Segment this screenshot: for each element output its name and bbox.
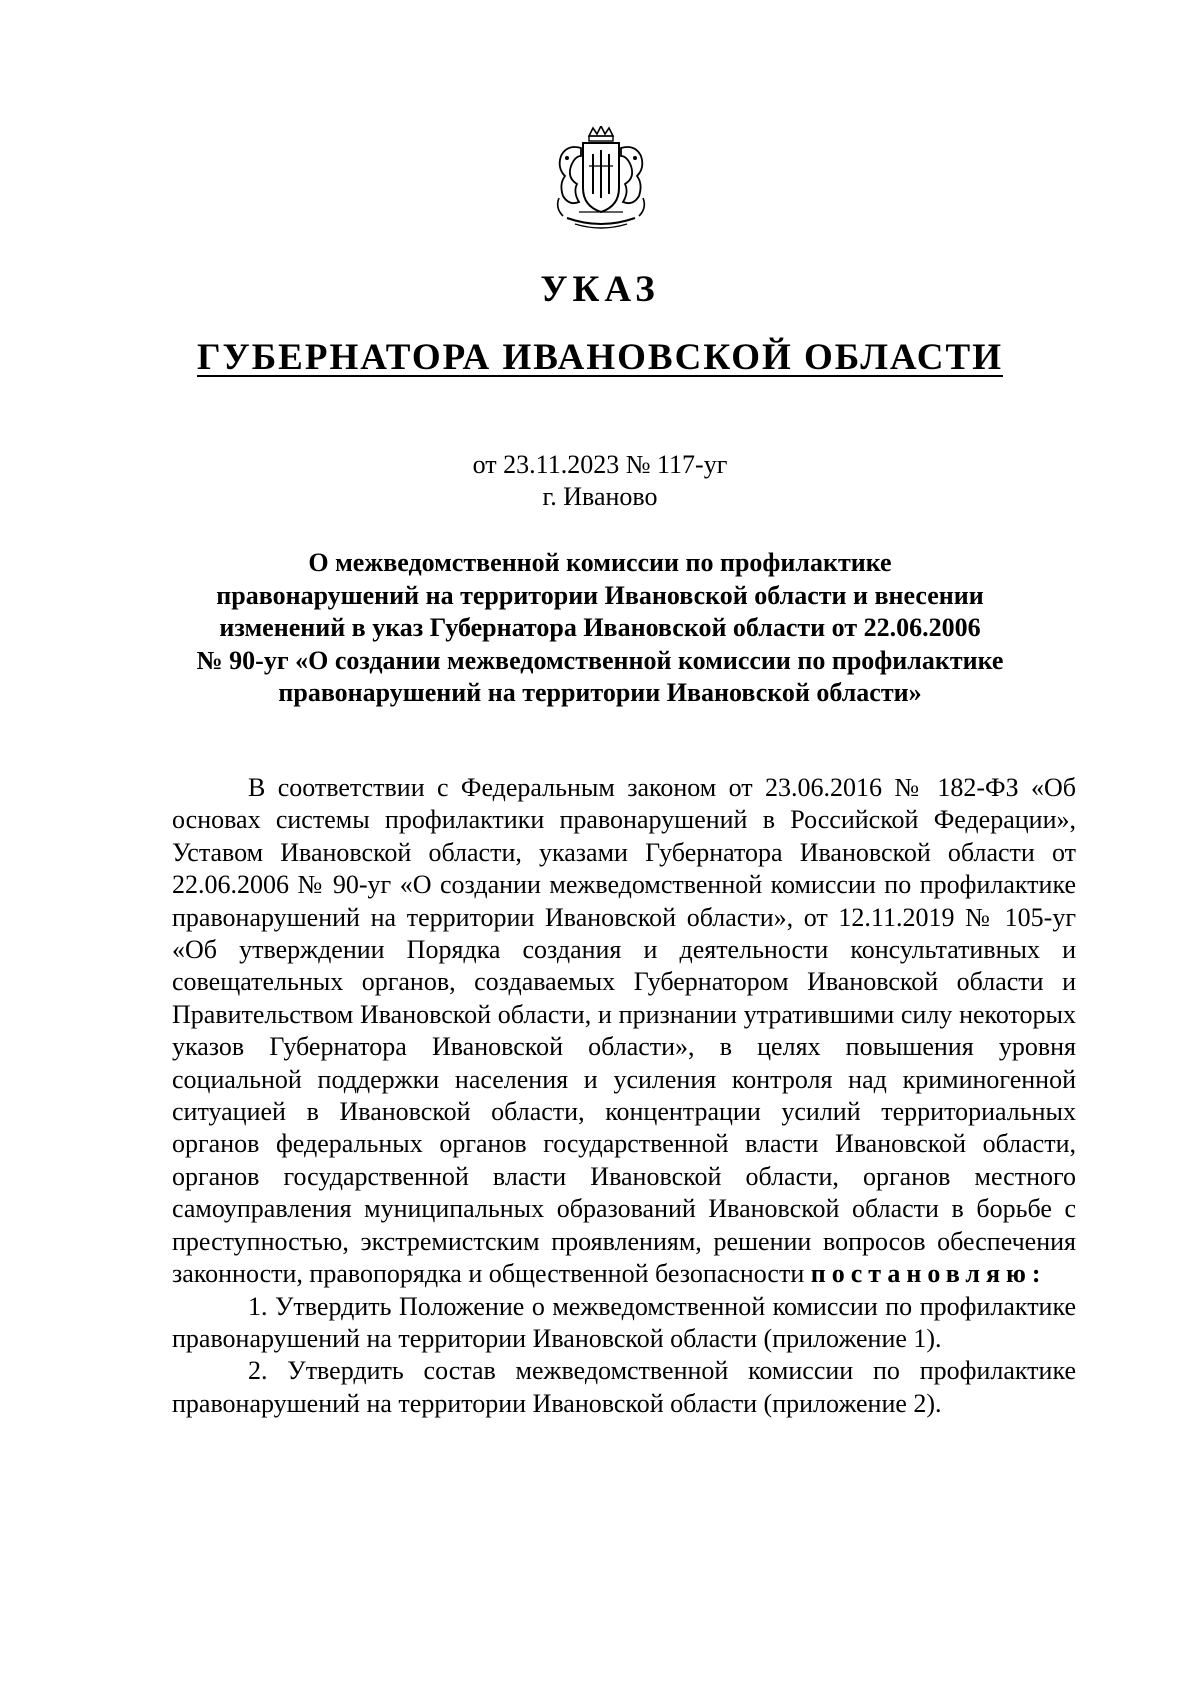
coat-of-arms-icon xyxy=(553,126,649,232)
decree-subject-title xyxy=(120,547,1080,710)
subject-line: правонарушений на территории Ивановской области и внесении xyxy=(216,580,984,610)
subject-line: изменений в указ Губернатора Ивановской области от 22.06.2006 xyxy=(219,613,981,642)
date-number-line: от 23.11.2023 № 117-уг xyxy=(472,450,728,479)
issuing-authority-text: ГУБЕРНАТОРА ИВАНОВСКОЙ ОБЛАСТИ xyxy=(197,337,1003,378)
subject-line: правонарушений на территории Ивановской области» xyxy=(278,678,922,707)
date-and-place-block xyxy=(0,449,1200,513)
subject-line: О межведомственной комиссии по профилактике xyxy=(308,548,892,577)
preamble-paragraph xyxy=(172,772,1076,1291)
city-line: г. Иваново xyxy=(542,482,658,511)
document-type-heading: УКАЗ xyxy=(540,269,660,310)
document-body xyxy=(172,772,1076,1420)
preamble-text: В соответствии с Федеральным законом от 23.06.2016 № 182-ФЗ «Об основах системы профилактики правонарушений в Российской Федерации», Уставом Ивановской области, указами Губернатора Ивановской области от 22.06.2006 № 90-уг «О создании межведомственной комиссии по профилактике правонарушений на территории Ивановской области», от 12.11.2019 № 105-уг «Об утверждении Порядка создания и деятельности консультативных и совещательных органов, создаваемых Губернатором Ивановской области и Правительством Ивановской области, и признании утратившими силу некоторых указов Губернатора Ивановской области», в целях повышения уровня социальной поддержки населения и усиления контроля над криминогенной ситуацией в Ивановской области, концентрации усилий территориальных органов федеральных органов государственной власти Ивановской области, органов государственной власти Ивановской области, органов местного самоуправления муниципальных образований Ивановской области в борьбе с преступностью, экстремистским проявлениям, решении вопросов обеспечения законности, правопорядка и общественной безопасности xyxy=(172,773,1076,1289)
decree-keyword: постановляю: xyxy=(810,1259,1047,1289)
decree-item-1: 1. Утвердить Положение о межведомственной комиссии по профилактике правонарушений на территории Ивановской области (приложение 1). xyxy=(172,1291,1076,1353)
subject-line: № 90-уг «О создании межведомственной комиссии по профилактике xyxy=(196,645,1004,675)
decree-item-2: 2. Утвердить состав межведомственной комиссии по профилактике правонарушений на территории Ивановской области (приложение 2). xyxy=(172,1356,1076,1418)
issuing-authority-heading xyxy=(0,336,1200,379)
